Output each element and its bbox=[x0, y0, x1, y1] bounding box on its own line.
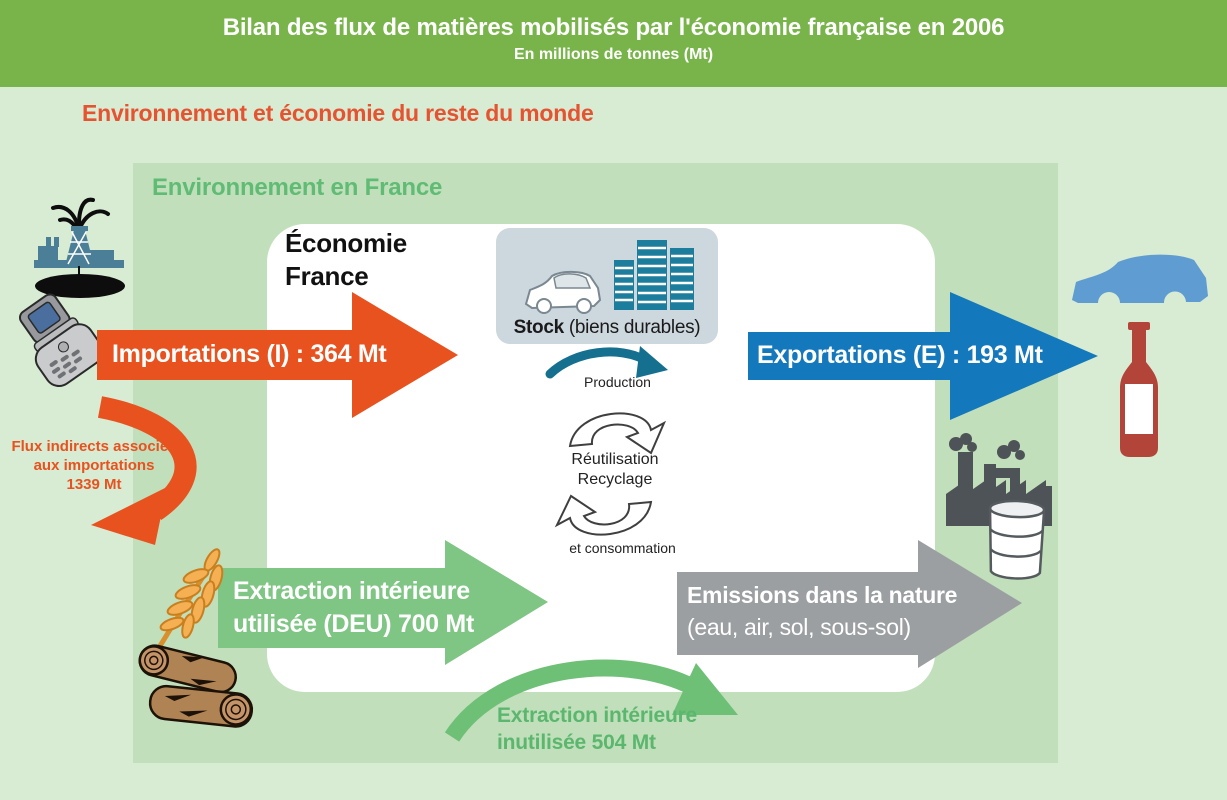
economy-label-line1: Économie bbox=[285, 228, 407, 258]
stock-box bbox=[496, 228, 718, 344]
car-icon bbox=[1066, 250, 1212, 316]
emissions-line2: (eau, air, sol, sous-sol) bbox=[687, 614, 911, 640]
title-banner bbox=[0, 0, 1227, 87]
indirect-imports-line2: aux importations bbox=[33, 457, 155, 474]
reuse-recycle-label bbox=[535, 450, 695, 490]
economy-france-label bbox=[285, 227, 407, 293]
imports-label: Importations (I) : 364 Mt bbox=[112, 340, 387, 368]
unused-extraction-label bbox=[497, 702, 697, 756]
stock-car-icon bbox=[526, 272, 600, 313]
rest-of-world-label: Environnement et économie du reste du monde bbox=[82, 100, 594, 126]
unused-extraction-line1: Extraction intérieure bbox=[497, 704, 698, 727]
production-label: Production bbox=[584, 374, 651, 390]
wine-bottle-icon bbox=[1116, 320, 1162, 462]
indirect-imports-arrow-head bbox=[91, 487, 167, 545]
emissions-line1: Emissions dans la nature bbox=[687, 582, 958, 608]
recycle-label: Recyclage bbox=[577, 471, 653, 488]
barrel-icon bbox=[984, 498, 1048, 584]
mobile-phone-icon bbox=[12, 296, 108, 388]
oil-derrick-icon bbox=[26, 190, 132, 298]
indirect-imports-line1: Flux indirects associés bbox=[11, 438, 177, 455]
domestic-extraction-line2: utilisée (DEU) 700 Mt bbox=[233, 610, 474, 638]
economy-label-line2: France bbox=[285, 261, 369, 291]
domestic-extraction-label bbox=[233, 575, 474, 641]
consumption-label: et consommation bbox=[569, 540, 676, 556]
stock-label-rest: (biens durables) bbox=[563, 317, 701, 338]
reuse-label: Réutilisation bbox=[571, 451, 659, 468]
subtitle: En millions de tonnes (Mt) bbox=[513, 46, 714, 63]
emissions-label bbox=[687, 579, 957, 643]
wheat-icon bbox=[138, 550, 234, 652]
stock-label bbox=[496, 317, 718, 339]
main-title: Bilan des flux de matières mobilisés par l'économie française en 2006 bbox=[222, 14, 1005, 41]
indirect-imports-label bbox=[8, 437, 180, 494]
environment-france-label: Environnement en France bbox=[152, 174, 443, 201]
domestic-extraction-line1: Extraction intérieure bbox=[233, 577, 470, 605]
logs-icon bbox=[128, 642, 260, 737]
indirect-imports-line3: 1339 Mt bbox=[66, 476, 122, 493]
unused-extraction-line2: inutilisée 504 Mt bbox=[497, 731, 656, 754]
stock-buildings-icon bbox=[496, 232, 718, 316]
exports-label: Exportations (E) : 193 Mt bbox=[757, 341, 1043, 369]
stock-label-bold: Stock bbox=[513, 317, 564, 338]
